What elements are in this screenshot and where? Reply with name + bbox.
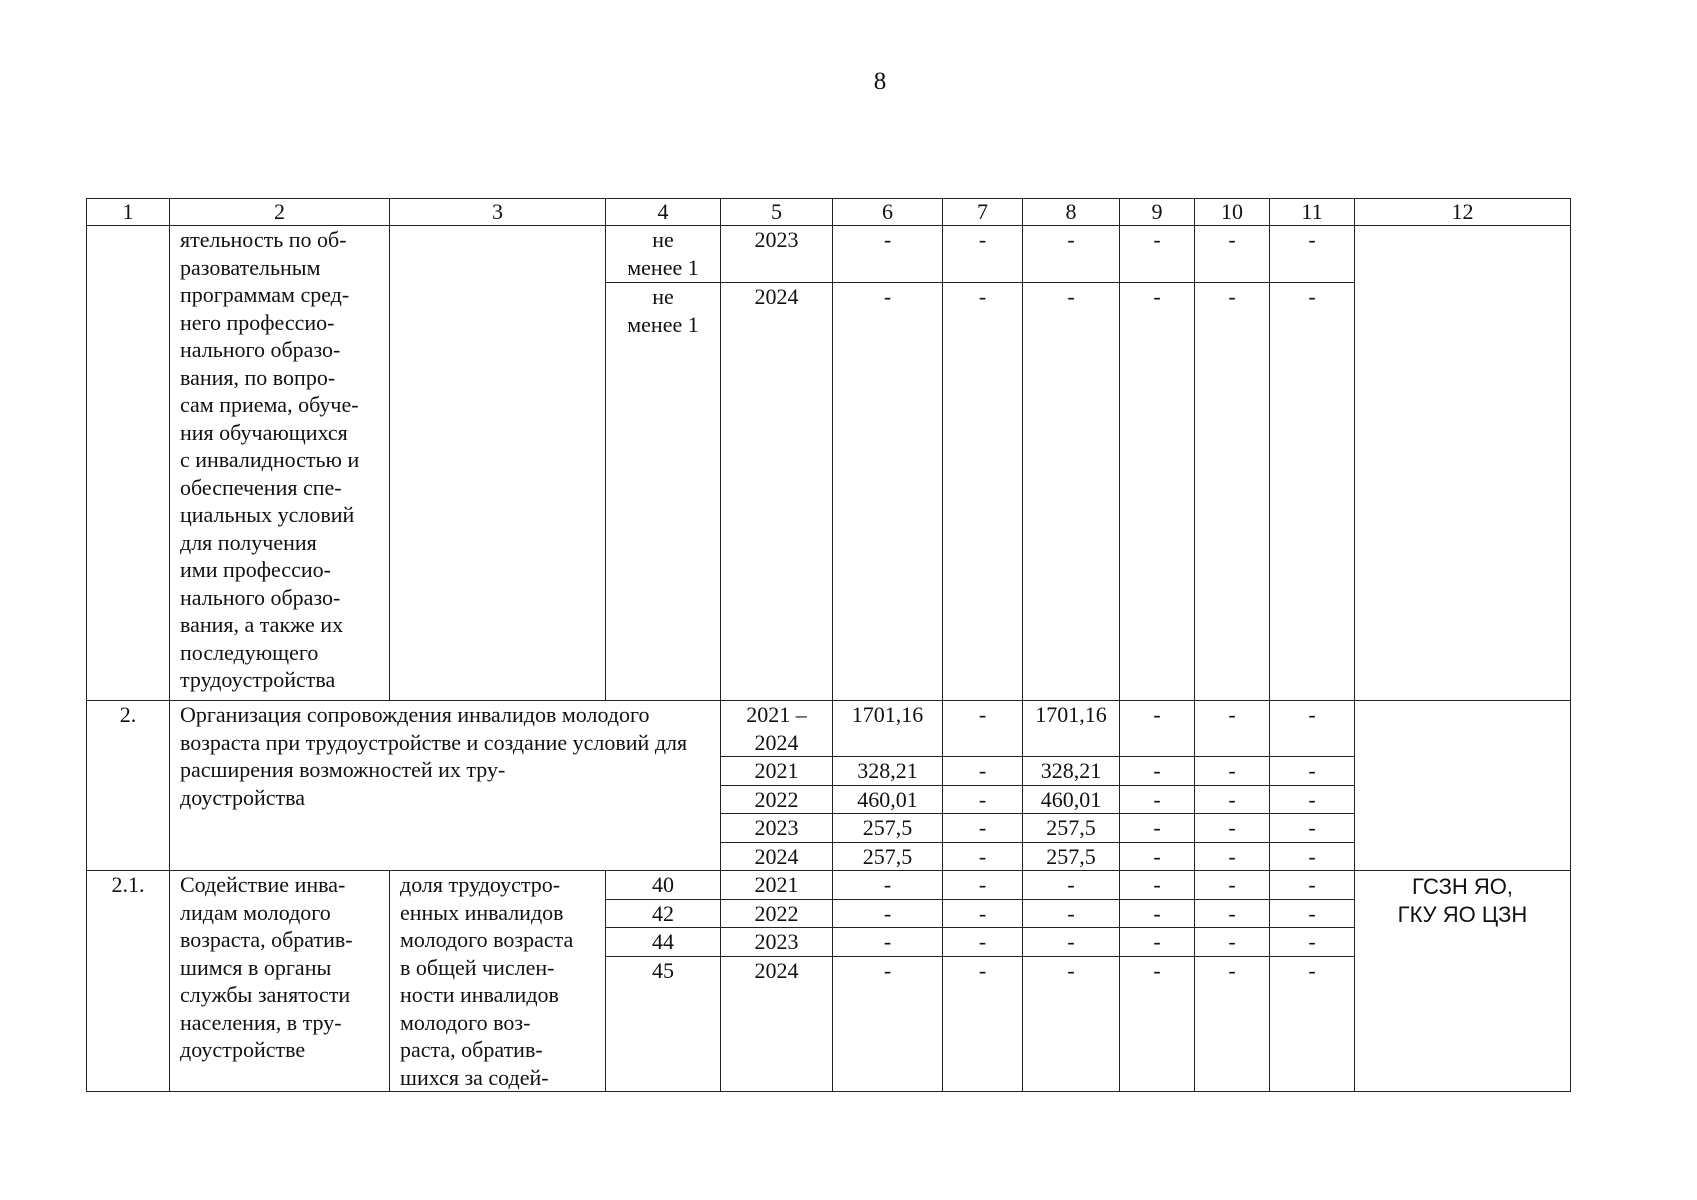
year-cell: 2022 [721,899,833,928]
value-cell: - [1120,226,1195,283]
value-cell: - [1120,871,1195,900]
value-cell: - [943,785,1023,814]
section-number: 2. [87,701,170,871]
executor-cell-empty [1355,226,1571,701]
value-cell: - [1270,928,1355,957]
section-title: Организация сопровождения инвалидов молодого возраста при трудоустройстве и создание условий для расширения возможностей их тру- доустройства [170,701,721,871]
value-cell: - [943,226,1023,283]
value-cell: - [1023,957,1120,1092]
executor-cell: ГСЗН ЯО, ГКУ ЯО ЦЗН [1355,871,1571,1092]
column-number-row [87,199,1571,226]
value-cell: - [1195,899,1270,928]
value-cell: 460,01 [1023,785,1120,814]
header-cell: 9 [1120,199,1195,226]
value-cell: 257,5 [1023,842,1120,871]
value-cell: - [1195,871,1270,900]
header-cell: 1 [87,199,170,226]
value-cell: 328,21 [1023,757,1120,786]
target-value: не менее 1 [606,283,721,701]
page-number: 8 [873,68,887,95]
value-cell: 1701,16 [833,701,943,757]
value-cell: - [833,226,943,283]
header-cell: 11 [1270,199,1355,226]
value-cell: - [1120,928,1195,957]
value-cell: - [1023,226,1120,283]
value-cell: - [1120,283,1195,701]
indicator-description: доля трудоустро- енных инвалидов молодого возраста в общей числен- ности инвалидов молодого воз- раста, обратив- шихся за содей- [390,871,606,1092]
value-cell: - [1270,957,1355,1092]
value-cell: - [1120,842,1195,871]
year-cell: 2021 [721,871,833,900]
executor-cell-empty [1355,701,1571,871]
header-cell: 7 [943,199,1023,226]
value-cell: - [1270,785,1355,814]
value-cell: - [1195,957,1270,1092]
table-row [87,701,1571,757]
target-value: 42 [606,899,721,928]
header-cell: 4 [606,199,721,226]
value-cell: - [833,899,943,928]
target-value: 40 [606,871,721,900]
value-cell: - [1270,701,1355,757]
value-cell: 1701,16 [1023,701,1120,757]
header-cell: 2 [170,199,390,226]
value-cell: 257,5 [1023,814,1120,843]
program-table [86,198,1571,1092]
value-cell: - [1023,871,1120,900]
value-cell: - [1120,757,1195,786]
table-row [87,226,1571,283]
value-cell: - [1270,226,1355,283]
target-value: 44 [606,928,721,957]
value-cell: - [1195,928,1270,957]
header-cell: 5 [721,199,833,226]
value-cell: - [833,957,943,1092]
value-cell: - [943,814,1023,843]
value-cell: - [1270,842,1355,871]
value-cell: - [943,701,1023,757]
year-cell: 2024 [721,957,833,1092]
value-cell: - [1120,899,1195,928]
value-cell: - [1023,928,1120,957]
value-cell: - [943,842,1023,871]
value-cell: 460,01 [833,785,943,814]
target-value: не менее 1 [606,226,721,283]
value-cell: - [1120,814,1195,843]
value-cell: - [1120,957,1195,1092]
value-cell: - [1270,283,1355,701]
year-cell: 2023 [721,928,833,957]
year-cell: 2023 [721,814,833,843]
value-cell: 257,5 [833,842,943,871]
value-cell: - [943,899,1023,928]
target-value: 45 [606,957,721,1092]
measure-description: ятельность по об- разовательным программам сред- него профессио- нального образо- вания, по вопро- сам приема, обуче- ния обучающихся с инвалидностью и обеспечения спе- циальных условий для получения ими профессио- нального образо- вания, а также их последующего трудоустройства [170,226,390,701]
value-cell: - [1195,226,1270,283]
year-cell: 2021 – 2024 [721,701,833,757]
header-cell: 3 [390,199,606,226]
value-cell: - [1270,871,1355,900]
year-cell: 2024 [721,842,833,871]
value-cell: - [1195,757,1270,786]
value-cell: - [1023,899,1120,928]
value-cell: - [1270,899,1355,928]
value-cell: 328,21 [833,757,943,786]
value-cell: - [943,283,1023,701]
year-cell: 2024 [721,283,833,701]
number-cell-empty [87,226,170,701]
header-cell: 6 [833,199,943,226]
year-cell: 2022 [721,785,833,814]
value-cell: - [1023,283,1120,701]
value-cell: - [943,757,1023,786]
value-cell: - [1120,701,1195,757]
value-cell: - [1195,814,1270,843]
value-cell: - [943,871,1023,900]
year-cell: 2023 [721,226,833,283]
year-cell: 2021 [721,757,833,786]
measure-description: Содействие инва- лидам молодого возраста, обратив- шимся в органы службы занятости населения, в тру- доустройстве [170,871,390,1092]
table-row [87,871,1571,900]
header-cell: 10 [1195,199,1270,226]
value-cell: - [1270,814,1355,843]
value-cell: - [1195,283,1270,701]
value-cell: - [943,928,1023,957]
value-cell: - [833,928,943,957]
value-cell: - [833,283,943,701]
value-cell: - [1120,785,1195,814]
value-cell: - [1195,701,1270,757]
value-cell: - [1195,842,1270,871]
section-number: 2.1. [87,871,170,1092]
value-cell: 257,5 [833,814,943,843]
value-cell: - [1270,757,1355,786]
value-cell: - [833,871,943,900]
header-cell: 8 [1023,199,1120,226]
value-cell: - [943,957,1023,1092]
value-cell: - [1195,785,1270,814]
header-cell: 12 [1355,199,1571,226]
indicator-cell-empty [390,226,606,701]
